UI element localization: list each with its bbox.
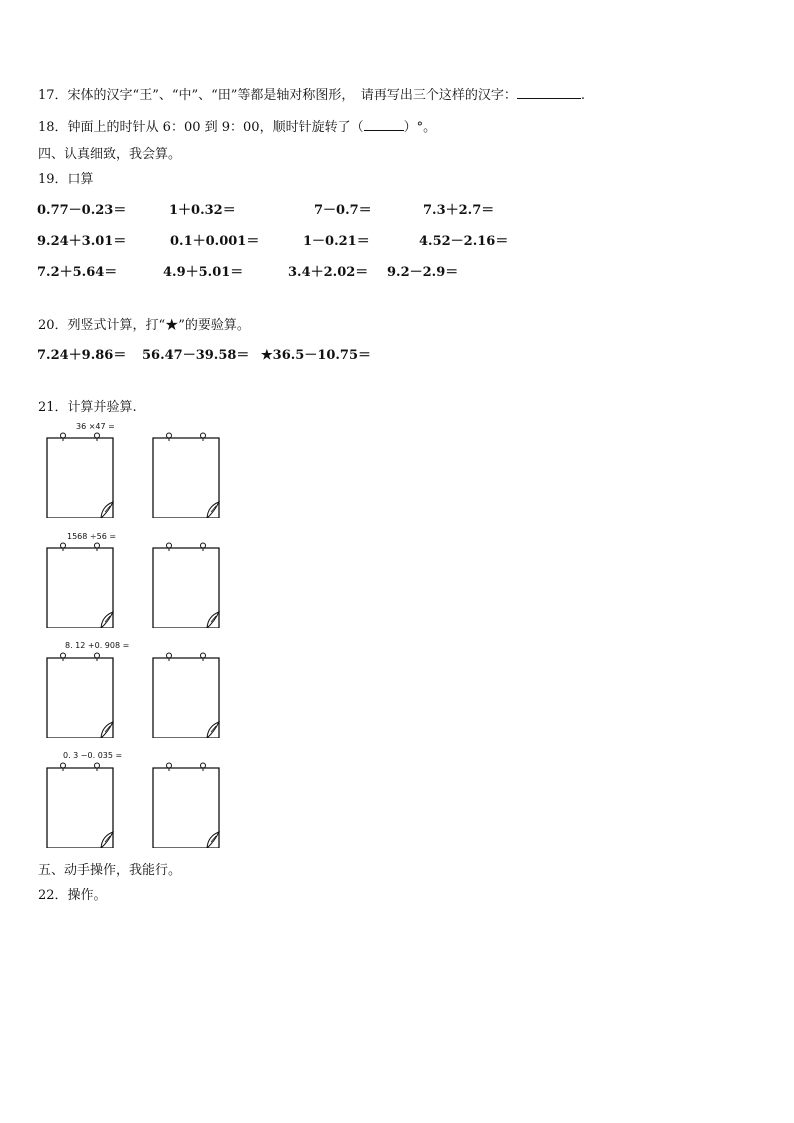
mental-math-r2c1: 9.24＋3.01＝	[37, 234, 127, 249]
problem-label-1: 36 ×47 =	[76, 422, 115, 431]
question-20-title: 20．列竖式计算，打“★”的要验算。	[38, 318, 250, 333]
mental-math-r2c4: 4.52－2.16＝	[419, 234, 509, 249]
calc-notepad-4[interactable]	[45, 762, 115, 848]
notepad-icon	[45, 762, 115, 848]
vertical-calc-2: 56.47－39.58＝	[142, 348, 250, 363]
question-21-title: 21．计算并验算.	[38, 400, 137, 415]
notepad-icon	[45, 432, 115, 518]
notepad-icon	[151, 762, 221, 848]
notepad-icon	[151, 542, 221, 628]
question-22-title: 22．操作。	[38, 888, 107, 903]
vertical-calc-1: 7.24＋9.86＝	[37, 348, 127, 363]
verify-notepad-3[interactable]	[151, 652, 221, 738]
problem-label-4: 0. 3 −0. 035 =	[63, 751, 123, 760]
mental-math-r3c1: 7.2＋5.64＝	[37, 265, 118, 280]
problem-label-2: 1568 ÷56 =	[67, 532, 117, 541]
question-17-text: 17．宋体的汉字“王”、“中”、“田”等都是轴对称图形， 请再写出三个这样的汉字：	[38, 88, 517, 103]
verify-notepad-4[interactable]	[151, 762, 221, 848]
mental-math-r3c3: 3.4＋2.02＝	[288, 265, 369, 280]
answer-blank-17[interactable]	[517, 86, 581, 99]
mental-math-r1c2: 1＋0.32＝	[169, 203, 236, 218]
section-5-title: 五、动手操作，我能行。	[38, 863, 182, 878]
calc-notepad-3[interactable]	[45, 652, 115, 738]
question-19-title: 19．口算	[38, 172, 94, 187]
notepad-icon	[151, 432, 221, 518]
question-18	[38, 116, 436, 135]
problem-label-3: 8. 12 +0. 908 =	[65, 641, 130, 650]
notepad-icon	[45, 542, 115, 628]
question-18-text-a: 18．钟面上的时针从 6：00 到 9：00，顺时针旋转了（	[38, 120, 364, 135]
vertical-calc-3: ★36.5－10.75＝	[261, 348, 372, 363]
question-17-end: .	[580, 88, 586, 103]
question-17	[38, 84, 585, 103]
question-18-text-b: ）°。	[403, 120, 437, 135]
verify-notepad-2[interactable]	[151, 542, 221, 628]
mental-math-r1c4: 7.3＋2.7＝	[423, 203, 495, 218]
mental-math-r3c4: 9.2－2.9＝	[387, 265, 459, 280]
calc-notepad-2[interactable]	[45, 542, 115, 628]
mental-math-r2c3: 1－0.21＝	[303, 234, 370, 249]
answer-blank-18[interactable]	[364, 118, 404, 131]
notepad-icon	[45, 652, 115, 738]
section-4-title: 四、认真细致，我会算。	[38, 147, 182, 162]
mental-math-r1c1: 0.77－0.23＝	[37, 203, 127, 218]
mental-math-r1c3: 7－0.7＝	[314, 203, 372, 218]
mental-math-r3c2: 4.9＋5.01＝	[163, 265, 244, 280]
calc-notepad-1[interactable]	[45, 432, 115, 518]
mental-math-r2c2: 0.1＋0.001＝	[170, 234, 260, 249]
notepad-icon	[151, 652, 221, 738]
verify-notepad-1[interactable]	[151, 432, 221, 518]
